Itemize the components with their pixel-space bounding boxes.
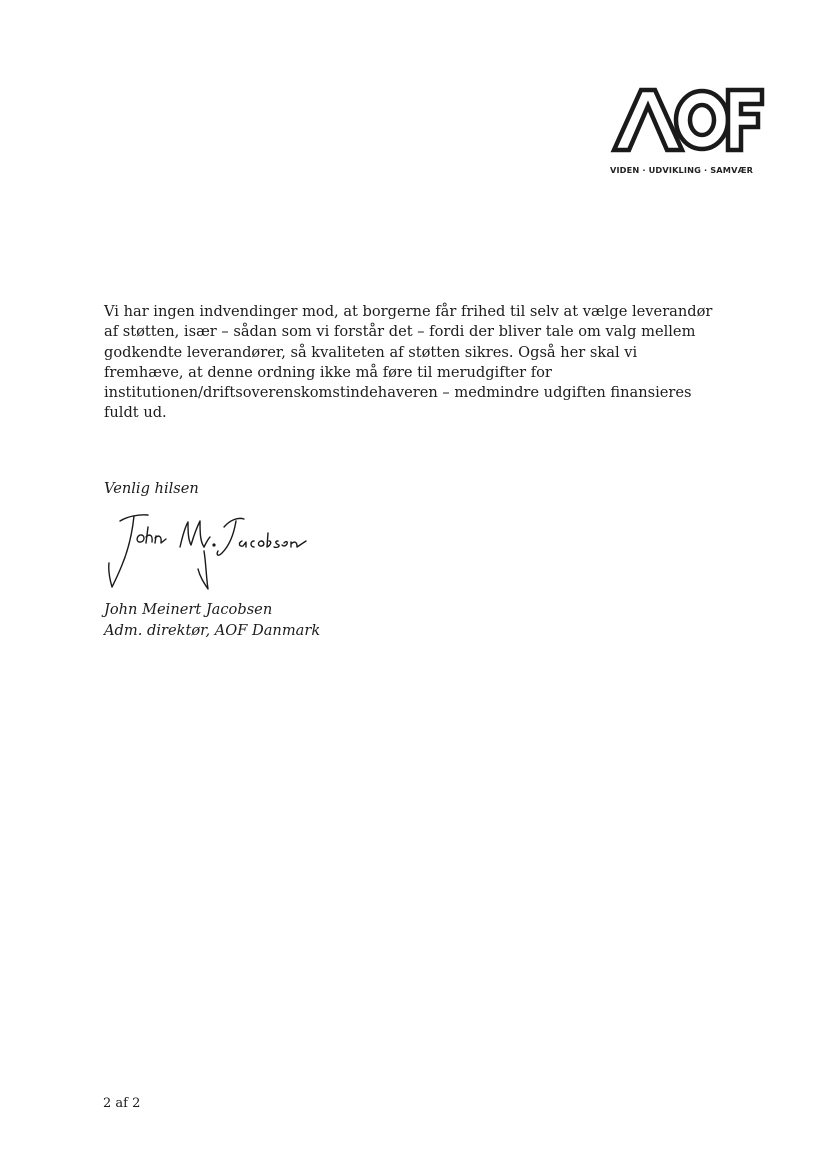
body-line: institutionen/driftsoverenskomstindehaveren – medmindre udgiften finansieres <box>104 384 692 402</box>
signer-block <box>104 600 320 641</box>
logo-tagline: VIDEN · UDVIKLING · SAMVÆR <box>610 165 754 175</box>
body-line: Vi har ingen indvendinger mod, at borgerne får frihed til selv at vælge leverandør <box>104 303 713 320</box>
body-line: fremhæve, at denne ordning ikke må føre til merudgifter for <box>104 363 552 381</box>
aof-logo-mark <box>610 86 765 156</box>
letter-body <box>104 302 713 424</box>
closing-greeting: Venlig hilsen <box>104 480 199 497</box>
handwritten-signature <box>96 505 311 597</box>
body-line: af støtten, især – sådan som vi forstår det – fordi der bliver tale om valg mellem <box>104 323 696 341</box>
signer-title: Adm. direktør, AOF Danmark <box>104 621 321 639</box>
body-line: godkendte leverandører, så kvaliteten af støtten sikres. Også her skal vi <box>104 343 638 361</box>
signer-name: John Meinert Jacobsen <box>104 601 273 618</box>
signature-drawing <box>96 505 311 597</box>
body-line: fuldt ud. <box>104 404 167 422</box>
page-number: 2 af 2 <box>103 1096 141 1111</box>
